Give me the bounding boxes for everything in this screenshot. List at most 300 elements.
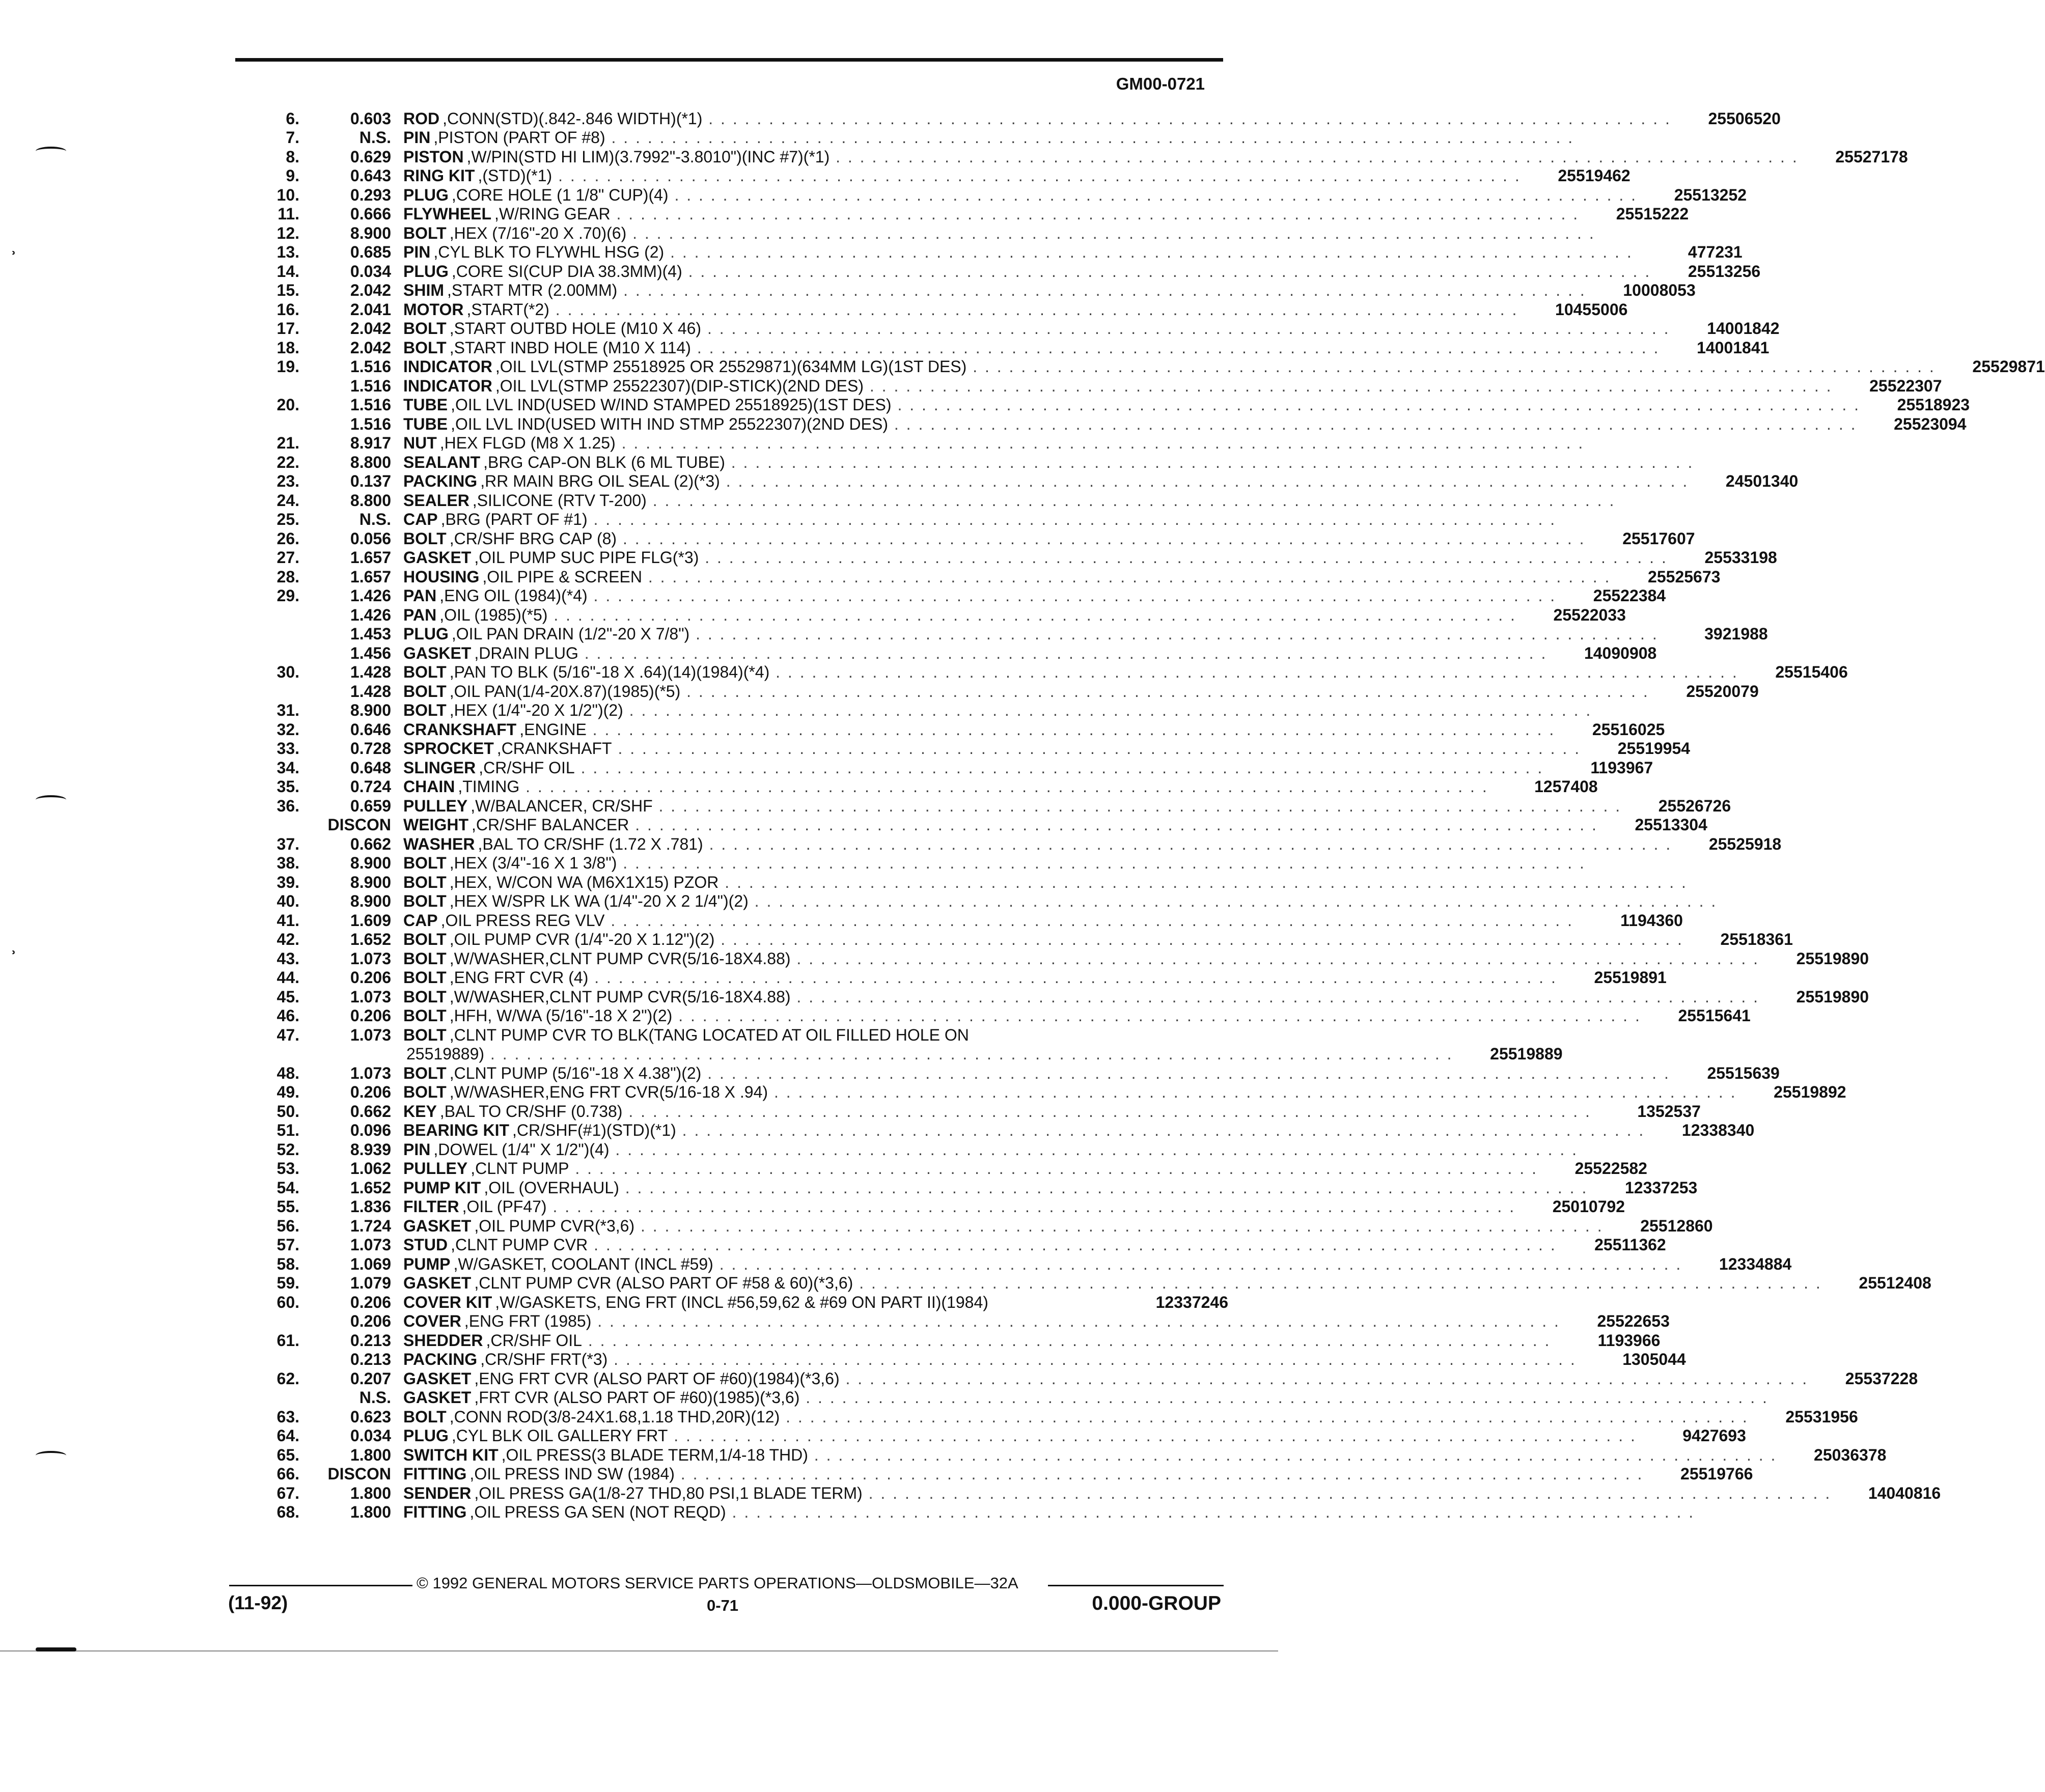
reference-number: 24.	[277, 491, 299, 510]
reference-number: 57.	[277, 1236, 299, 1254]
part-number: 10455006	[1555, 300, 1628, 319]
reference-number: 19.	[277, 357, 299, 376]
part-detail: W/WASHER,CLNT PUMP CVR(5/16-18X4.88)	[454, 949, 791, 968]
part-detail: ENG FRT CVR (4)	[454, 968, 589, 987]
part-separator: ,	[466, 147, 472, 166]
part-row	[255, 300, 1628, 319]
part-name: BOLT	[403, 987, 447, 1006]
part-row	[255, 396, 1970, 415]
part-number: 1305044	[1622, 1350, 1686, 1368]
part-row	[255, 834, 1782, 854]
part-row	[255, 911, 1683, 930]
part-detail: OIL LVL IND(USED W/IND STAMPED 25518925)(1ST DES)	[455, 396, 892, 414]
margin-tick: ʾ	[10, 948, 17, 970]
leader-dots: . . . . . . . . . . . . . . . . . . . . . . . . . . . . . . . . . . . . . . . . . . . . . . . . . . . . . . . . . . . . . . . . . . . . . . . . . . . . . . . .	[768, 1083, 1737, 1101]
part-detail: W/BALANCER, CR/SHF	[475, 796, 653, 815]
part-detail: ENG OIL (1984)(*4)	[444, 586, 588, 605]
group-number: 8.900	[350, 223, 391, 242]
part-detail: START INBD HOLE (M10 X 114)	[454, 338, 691, 357]
part-name: BOLT	[403, 701, 447, 719]
part-number: 25010792	[1552, 1197, 1625, 1216]
part-name: BOLT	[403, 663, 447, 681]
part-description	[391, 1179, 1588, 1197]
part-row	[255, 1369, 1918, 1388]
part-number: 25526726	[1658, 796, 1731, 815]
part-name: BOLT	[403, 892, 447, 910]
part-number: 25522307	[1869, 376, 1942, 395]
part-name: SHEDDER	[403, 1331, 483, 1350]
part-number: 25515639	[1707, 1063, 1780, 1082]
part-separator: ,	[451, 625, 456, 643]
leader-dots: . . . . . . . . . . . . . . . . . . . . . . . . . . . . . . . . . . . . . . . . . . . . . . . . . . . . . . . . . . . . . . . . . . . . . . . . . . . . . . . .	[799, 1388, 1768, 1407]
leader-dots: . . . . . . . . . . . . . . . . . . . . . . . . . . . . . . . . . . . . . . . . . . . . . . . . . . . . . . . . . . . . . . . . . . . . . . . . . . . . . . . .	[607, 1350, 1577, 1368]
leader-dots: . . . . . . . . . . . . . . . . . . . . . . . . . . . . . . . . . . . . . . . . . . . . . . . . . . . . . . . . . . . . . . . . . . . . . . . . . . . . . . . .	[689, 625, 1659, 643]
part-number: 25527178	[1835, 147, 1908, 166]
leader-dots: . . . . . . . . . . . . . . . . . . . . . . . . . . . . . . . . . . . . . . . . . . . . . . . . . . . . . . . . . . . . . . . . . . . . . . . . . . . . . . . .	[780, 1407, 1749, 1426]
part-separator: ,	[469, 1465, 475, 1483]
part-detail: CR/SHF OIL	[483, 758, 575, 777]
part-description	[391, 472, 1689, 491]
reference-number: 35.	[277, 777, 299, 796]
margin-tick: ʾ	[10, 248, 17, 271]
part-name: GASKET	[403, 1274, 472, 1292]
part-name: GASKET	[403, 1216, 472, 1235]
reference-number: 42.	[277, 930, 299, 948]
part-detail: PAN TO BLK (5/16"-18 X .64)(14)(1984)(*4)	[454, 663, 770, 681]
group-number: N.S.	[359, 1388, 391, 1407]
part-description	[391, 777, 1488, 796]
part-number: 25522653	[1597, 1312, 1670, 1330]
part-detail: CYL BLK OIL GALLERY FRT	[456, 1426, 668, 1445]
part-description	[391, 1102, 1591, 1121]
part-row	[255, 816, 1707, 835]
part-description	[391, 911, 1573, 930]
part-description	[391, 548, 1668, 567]
part-separator: ,	[451, 414, 455, 433]
group-number: 0.213	[350, 1331, 391, 1350]
group-number: 8.939	[350, 1140, 391, 1159]
group-number: 0.603	[350, 109, 391, 128]
part-detail: PISTON (PART OF #8)	[438, 128, 605, 147]
part-name: ROD	[403, 109, 440, 128]
leader-dots: . . . . . . . . . . . . . . . . . . . . . . . . . . . . . . . . . . . . . . . . . . . . . . . . . . . . . . . . . . . . . . . . . . . . . . . . . . . . . . . .	[682, 262, 1651, 281]
part-description	[391, 1006, 1641, 1025]
group-number: 1.724	[350, 1216, 391, 1235]
group-number: 1.800	[350, 1503, 391, 1521]
part-row	[255, 720, 1665, 739]
group-number: 1.428	[350, 663, 391, 681]
part-description	[391, 625, 1659, 643]
part-row	[255, 987, 1869, 1006]
part-number: 25518923	[1897, 396, 1970, 414]
leader-dots: . . . . . . . . . . . . . . . . . . . . . . . . . . . . . . . . . . . . . . . . . . . . . . . . . . . . . . . . . . . . . . . . . . . . . . . . . . . . . . . .	[612, 739, 1581, 758]
reference-number: 43.	[277, 949, 299, 968]
part-separator: ,	[474, 1369, 479, 1388]
part-row	[255, 109, 1781, 128]
part-row	[255, 1312, 1670, 1331]
group-number: 1.657	[350, 548, 391, 567]
part-number: 25506520	[1708, 109, 1781, 128]
part-description	[391, 1045, 1453, 1063]
group-number: 0.034	[350, 1426, 391, 1445]
reference-number: 39.	[277, 873, 299, 891]
part-description	[391, 224, 1595, 243]
group-number: 1.836	[350, 1197, 391, 1216]
leader-dots: . . . . . . . . . . . . . . . . . . . . . . . . . . . . . . . . . . . . . . . . . . . . . . . . . . . . . . . . . . . . . . . . . . . . . . . . . . . . . . . .	[702, 109, 1671, 128]
group-number: 0.646	[350, 720, 391, 739]
reference-number: 67.	[277, 1483, 299, 1502]
reference-number: 11.	[278, 205, 299, 223]
part-description	[391, 1274, 1822, 1293]
part-description	[391, 949, 1759, 968]
part-description	[391, 835, 1672, 854]
group-number: 0.137	[350, 472, 391, 490]
group-number: N.S.	[359, 510, 391, 528]
leader-dots: . . . . . . . . . . . . . . . . . . . . . . . . . . . . . . . . . . . . . . . . . . . . . . . . . . . . . . . . . . . . . . . . . . . . . . . . . . . . . . . .	[713, 1254, 1682, 1273]
leader-dots: . . . . . . . . . . . . . . . . . . . . . . . . . . . . . . . . . . . . . . . . . . . . . . . . . . . . . . . . . . . . . . . . . . . . . . . . . . . . . . . .	[966, 357, 1936, 376]
part-row	[255, 663, 1848, 682]
group-number: 0.206	[350, 1083, 391, 1101]
part-name: PISTON	[403, 147, 464, 166]
group-number: 1.428	[350, 682, 391, 701]
part-separator: ,	[474, 1388, 479, 1407]
part-row	[255, 1388, 1768, 1408]
margin-mark	[36, 147, 66, 156]
group-number: 0.659	[350, 796, 391, 815]
leader-dots: . . . . . . . . . . . . . . . . . . . . . . . . . . . . . . . . . . . . . . . . . . . . . . . . . . . . . . . . . . . . . . . . . . . . . . . . . . . . . . . .	[720, 472, 1689, 490]
part-row	[255, 1121, 1755, 1140]
part-separator: ,	[449, 873, 454, 891]
leader-dots: . . . . . . . . . . . . . . . . . . . . . . . . . . . . . . . . . . . . . . . . . . . . . . . . . . . . . . . . . . . . . . . . . . . . . . . . . . . . . . . .	[790, 949, 1760, 968]
part-separator: ,	[439, 586, 445, 605]
part-name: STUD	[403, 1236, 448, 1254]
group-number: 1.456	[350, 643, 391, 662]
part-separator: ,	[480, 472, 485, 490]
part-detail: OIL (1985)(*5)	[444, 605, 548, 624]
leader-dots: . . . . . . . . . . . . . . . . . . . . . . . . . . . . . . . . . . . . . . . . . . . . . . . . . . . . . . . . . . . . . . . . . . . . . . . . . . . . . . . .	[701, 319, 1670, 338]
part-detail: OIL PUMP CVR(*3,6)	[479, 1216, 635, 1235]
group-number: 0.213	[350, 1350, 391, 1368]
reference-number: 36.	[277, 796, 299, 815]
part-name: BOLT	[403, 1063, 447, 1082]
leader-dots: . . . . . . . . . . . . . . . . . . . . . . . . . . . . . . . . . . . . . . . . . . . . . . . . . . . . . . . . . . . . . . . . . . . . . . . . . . . . . . . .	[714, 930, 1683, 948]
leader-dots: . . . . . . . . . . . . . . . . . . . . . . . . . . . . . . . . . . . . . . . . . . . . . . . . . . . . . . . . . . . . . . . . . . . . . . . . . . . . . . . .	[646, 491, 1616, 510]
part-name: BOLT	[403, 319, 447, 338]
leader-dots: . . . . . . . . . . . . . . . . . . . . . . . . . . . . . . . . . . . . . . . . . . . . . . . . . . . . . . . . . . . . . . . . . . . . . . . . . . . . . . . .	[718, 873, 1688, 891]
part-description	[391, 797, 1621, 816]
group-number: 8.900	[350, 873, 391, 891]
reference-number: 68.	[277, 1503, 299, 1521]
part-separator: ,	[471, 816, 476, 834]
part-name: BOLT	[403, 873, 447, 891]
part-description	[391, 148, 1799, 166]
group-number: 1.079	[350, 1274, 391, 1292]
part-number: 12338340	[1681, 1121, 1755, 1139]
part-name: PIN	[403, 128, 431, 147]
part-name: BOLT	[403, 529, 447, 548]
leader-dots: . . . . . . . . . . . . . . . . . . . . . . . . . . . . . . . . . . . . . . . . . . . . . . . . . . . . . . . . . . . . . . . . . . . . . . . . . . . . . . . .	[546, 1197, 1516, 1216]
part-name: MOTOR	[403, 300, 464, 319]
reference-number: 62.	[277, 1369, 299, 1388]
part-row	[255, 491, 1616, 510]
part-separator: ,	[501, 1445, 506, 1464]
part-name: PUMP	[403, 1254, 451, 1273]
page-number: 0-71	[707, 1597, 739, 1614]
part-number: 25520079	[1686, 682, 1759, 701]
group-number: 0.724	[350, 777, 391, 796]
leader-dots: . . . . . . . . . . . . . . . . . . . . . . . . . . . . . . . . . . . . . . . . . . . . . . . . . . . . . . . . . . . . . . . . . . . . . . . . . . . . . . . .	[642, 567, 1611, 586]
part-name: KEY	[403, 1102, 437, 1121]
part-number: 14090908	[1584, 643, 1657, 662]
part-number: 25519766	[1680, 1465, 1753, 1483]
part-row	[255, 625, 1768, 644]
reference-number: 30.	[277, 663, 299, 681]
part-number: 25515222	[1616, 205, 1689, 223]
part-description	[391, 1350, 1577, 1369]
part-separator: ,	[496, 739, 502, 758]
part-row	[255, 1426, 1746, 1446]
reference-number: 10.	[277, 185, 299, 204]
reference-number: 40.	[277, 892, 299, 910]
part-description	[391, 854, 1586, 873]
part-description	[391, 739, 1581, 758]
part-description	[391, 186, 1637, 205]
part-separator: ,	[439, 605, 445, 624]
part-row	[255, 854, 1586, 873]
leader-dots: . . . . . . . . . . . . . . . . . . . . . . . . . . . . . . . . . . . . . . . . . . . . . . . . . . . . . . . . . . . . . . . . . . . . . . . . . . . . . . . .	[668, 185, 1638, 204]
part-name: PACKING	[403, 472, 478, 490]
part-detail: CORE SI(CUP DIA 38.3MM)(4)	[456, 262, 682, 281]
part-row	[255, 414, 1967, 434]
part-separator: ,	[449, 968, 454, 987]
part-description	[391, 816, 1598, 834]
reference-number: 50.	[277, 1102, 299, 1121]
part-row	[255, 1025, 1228, 1045]
reference-number: 8.	[286, 147, 299, 166]
reference-number: 34.	[277, 758, 299, 777]
part-row	[255, 281, 1696, 300]
part-separator: ,	[471, 796, 476, 815]
part-separator: ,	[458, 777, 463, 796]
group-number: 0.685	[350, 243, 391, 261]
part-separator: ,	[495, 1293, 500, 1311]
part-number: 25511362	[1594, 1236, 1666, 1254]
part-name: CAP	[403, 510, 438, 528]
part-detail: CR/SHF OIL	[490, 1331, 582, 1350]
part-row	[255, 930, 1793, 949]
part-detail: CLNT PUMP CVR (ALSO PART OF #58 & 60)(*3,6)	[479, 1274, 853, 1292]
reference-number: 25.	[277, 510, 299, 528]
part-name: FLYWHEEL	[403, 205, 492, 223]
part-number: 25529871	[1972, 357, 2045, 376]
part-row	[255, 434, 1585, 453]
footer-group: 0.000-GROUP	[1092, 1592, 1221, 1614]
part-detail: ENGINE	[524, 720, 587, 739]
part-row	[255, 166, 1631, 186]
part-description	[391, 166, 1521, 185]
reference-number: 47.	[277, 1025, 299, 1044]
part-row	[255, 567, 1721, 586]
part-detail: OIL (OVERHAUL)	[488, 1178, 619, 1197]
reference-number: 23.	[277, 472, 299, 490]
part-name: PULLEY	[403, 796, 468, 815]
part-description	[391, 1312, 1560, 1331]
part-detail: 25519889)	[406, 1045, 485, 1063]
part-separator: ,	[439, 1102, 445, 1121]
part-detail: CLNT PUMP (5/16"-18 X 4.38")(2)	[454, 1063, 702, 1082]
part-description	[391, 262, 1651, 281]
part-name: TUBE	[403, 396, 448, 414]
part-row	[255, 529, 1695, 548]
part-description	[391, 339, 1660, 357]
part-name: SLINGER	[403, 758, 476, 777]
group-number: 0.056	[350, 529, 391, 548]
reference-number: 14.	[277, 262, 299, 281]
part-number: 12337253	[1624, 1178, 1698, 1197]
group-number: 1.453	[350, 625, 391, 643]
part-separator: ,	[447, 281, 452, 299]
reference-number: 46.	[277, 1006, 299, 1025]
part-detail: CR/SHF(#1)(STD)(*1)	[516, 1121, 676, 1139]
part-number: 12337246	[1155, 1293, 1228, 1311]
part-separator: ,	[484, 1178, 489, 1197]
part-description	[391, 415, 1857, 434]
part-separator: ,	[495, 376, 500, 395]
part-row	[255, 1254, 1792, 1274]
group-number: 2.041	[350, 300, 391, 319]
part-description	[391, 453, 1694, 472]
part-number: 25513304	[1635, 816, 1707, 834]
reference-number: 54.	[277, 1178, 299, 1197]
part-row	[255, 472, 1799, 491]
part-name: BOLT	[403, 1025, 447, 1044]
part-separator: ,	[449, 987, 454, 1006]
part-description	[391, 1465, 1643, 1483]
part-name: PUMP KIT	[403, 1178, 481, 1197]
leader-dots: . . . . . . . . . . . . . . . . . . . . . . . . . . . . . . . . . . . . . . . . . . . . . . . . . . . . . . . . . . . . . . . . . . . . . . . . . . . . . . . .	[690, 338, 1660, 357]
group-number: 8.900	[350, 701, 391, 719]
part-detail: OIL PRESS IND SW (1984)	[474, 1465, 675, 1483]
part-row	[255, 968, 1667, 988]
part-name: SENDER	[403, 1483, 472, 1502]
reference-number: 60.	[277, 1293, 299, 1311]
part-description	[391, 988, 1759, 1006]
reference-number: 38.	[277, 854, 299, 872]
part-separator: ,	[486, 1331, 491, 1350]
part-number: 3921988	[1704, 625, 1768, 643]
document-code: GM00-0721	[1116, 74, 1205, 93]
part-name: PLUG	[403, 625, 449, 643]
part-separator: ,	[479, 758, 484, 777]
part-description	[391, 1369, 1808, 1388]
part-row	[255, 376, 1942, 396]
part-name: COVER	[403, 1312, 461, 1330]
part-detail: DOWEL (1/4" X 1/2")(4)	[438, 1140, 610, 1159]
leader-dots: . . . . . . . . . . . . . . . . . . . . . . . . . . . . . . . . . . . . . . . . . . . . . . . . . . . . . . . . . . . . . . . . . . . . . . . . . . . . . . . .	[569, 1159, 1538, 1178]
group-number: 0.034	[350, 262, 391, 281]
part-name: PAN	[403, 605, 437, 624]
part-detail: OIL PUMP SUC PIPE FLG(*3)	[479, 548, 699, 567]
part-detail: OIL PAN(1/4-20X.87)(1985)(*5)	[454, 682, 681, 701]
group-number: 1.062	[350, 1159, 391, 1178]
part-separator: ,	[451, 185, 456, 204]
part-row	[255, 1483, 1941, 1503]
part-separator: ,	[474, 1483, 479, 1502]
leader-dots: . . . . . . . . . . . . . . . . . . . . . . . . . . . . . . . . . . . . . . . . . . . . . . . . . . . . . . . . . . . . . . . . . . . . . . . . . . . . . . . .	[591, 1312, 1560, 1330]
group-number: 8.800	[350, 453, 391, 471]
part-name: FITTING	[403, 1465, 467, 1483]
part-separator: ,	[449, 663, 454, 681]
part-number: 25519889	[1490, 1045, 1563, 1063]
part-description	[391, 1121, 1645, 1140]
part-row	[255, 643, 1657, 663]
part-separator: ,	[449, 892, 454, 910]
part-description	[391, 968, 1557, 987]
part-name: BOLT	[403, 949, 447, 968]
part-row	[255, 1178, 1698, 1197]
group-number: 0.206	[350, 1293, 391, 1311]
part-description	[391, 1293, 1119, 1312]
group-number: 1.516	[350, 357, 391, 376]
group-number: 1.073	[350, 1063, 391, 1082]
part-separator: ,	[464, 1312, 469, 1330]
part-description	[391, 892, 1717, 911]
part-name: NUT	[403, 434, 437, 452]
leader-dots: . . . . . . . . . . . . . . . . . . . . . . . . . . . . . . . . . . . . . . . . . . . . . . . . . . . . . . . . . . . . . . . . . . . . . . . . . . . . . . . .	[891, 396, 1861, 414]
group-number: 1.609	[350, 911, 391, 930]
reference-number: 7.	[286, 128, 299, 147]
part-number: 25517607	[1622, 529, 1695, 548]
leader-dots: . . . . . . . . . . . . . . . . . . . . . . . . . . . . . . . . . . . . . . . . . . . . . . . . . . . . . . . . . . . . . . . . . . . . . . . . . . . . . . . .	[790, 987, 1760, 1006]
leader-dots: . . . . . . . . . . . . . . . . . . . . . . . . . . . . . . . . . . . . . . . . . . . . . . . . . . . . . . . . . . . . . . . . . . . . . . . . . . . . . . . .	[619, 1178, 1588, 1197]
part-separator: ,	[474, 548, 479, 567]
part-description	[391, 1388, 1768, 1407]
leader-dots: . . . . . . . . . . . . . . . . . . . . . . . . . . . . . . . . . . . . . . . . . . . . . . . . . . . . . . . . . . . . . . . . . . . . . . . . . . . . . . . .	[725, 453, 1694, 471]
group-number: 0.206	[350, 1006, 391, 1025]
part-name: BOLT	[403, 1407, 447, 1426]
part-name: BOLT	[403, 968, 447, 987]
part-row	[255, 1083, 1846, 1102]
part-name: CRANKSHAFT	[403, 720, 517, 739]
leader-dots: . . . . . . . . . . . . . . . . . . . . . . . . . . . . . . . . . . . . . . . . . . . . . . . . . . . . . . . . . . . . . . . . . . . . . . . . . . . . . . . .	[864, 376, 1833, 395]
reference-number: 17.	[277, 319, 299, 338]
part-name: SEALANT	[403, 453, 481, 471]
part-number: 25515406	[1775, 663, 1848, 681]
part-number: 25515641	[1678, 1006, 1751, 1025]
reference-number: 22.	[277, 453, 299, 471]
part-detail: OIL PRESS REG VLV	[445, 911, 605, 930]
part-detail: OIL PRESS GA SEN (NOT REQD)	[474, 1503, 726, 1521]
part-number: 24501340	[1725, 472, 1799, 490]
part-separator: ,	[449, 338, 454, 357]
part-description	[391, 1197, 1515, 1216]
part-separator: ,	[449, 701, 454, 719]
reference-number: 37.	[277, 834, 299, 853]
part-number: 25516025	[1592, 720, 1665, 739]
part-description	[391, 930, 1683, 949]
part-row	[255, 796, 1731, 816]
group-number: 1.516	[350, 376, 391, 395]
group-number: 0.648	[350, 758, 391, 777]
part-detail: SILICONE (RTV T-200)	[477, 491, 647, 510]
part-row	[255, 357, 2045, 377]
part-number: 25531956	[1785, 1407, 1858, 1426]
part-number: 14040816	[1868, 1483, 1941, 1502]
part-row	[255, 1465, 1753, 1484]
group-number: 1.800	[350, 1483, 391, 1502]
part-separator: ,	[495, 357, 500, 376]
part-row	[255, 338, 1770, 357]
